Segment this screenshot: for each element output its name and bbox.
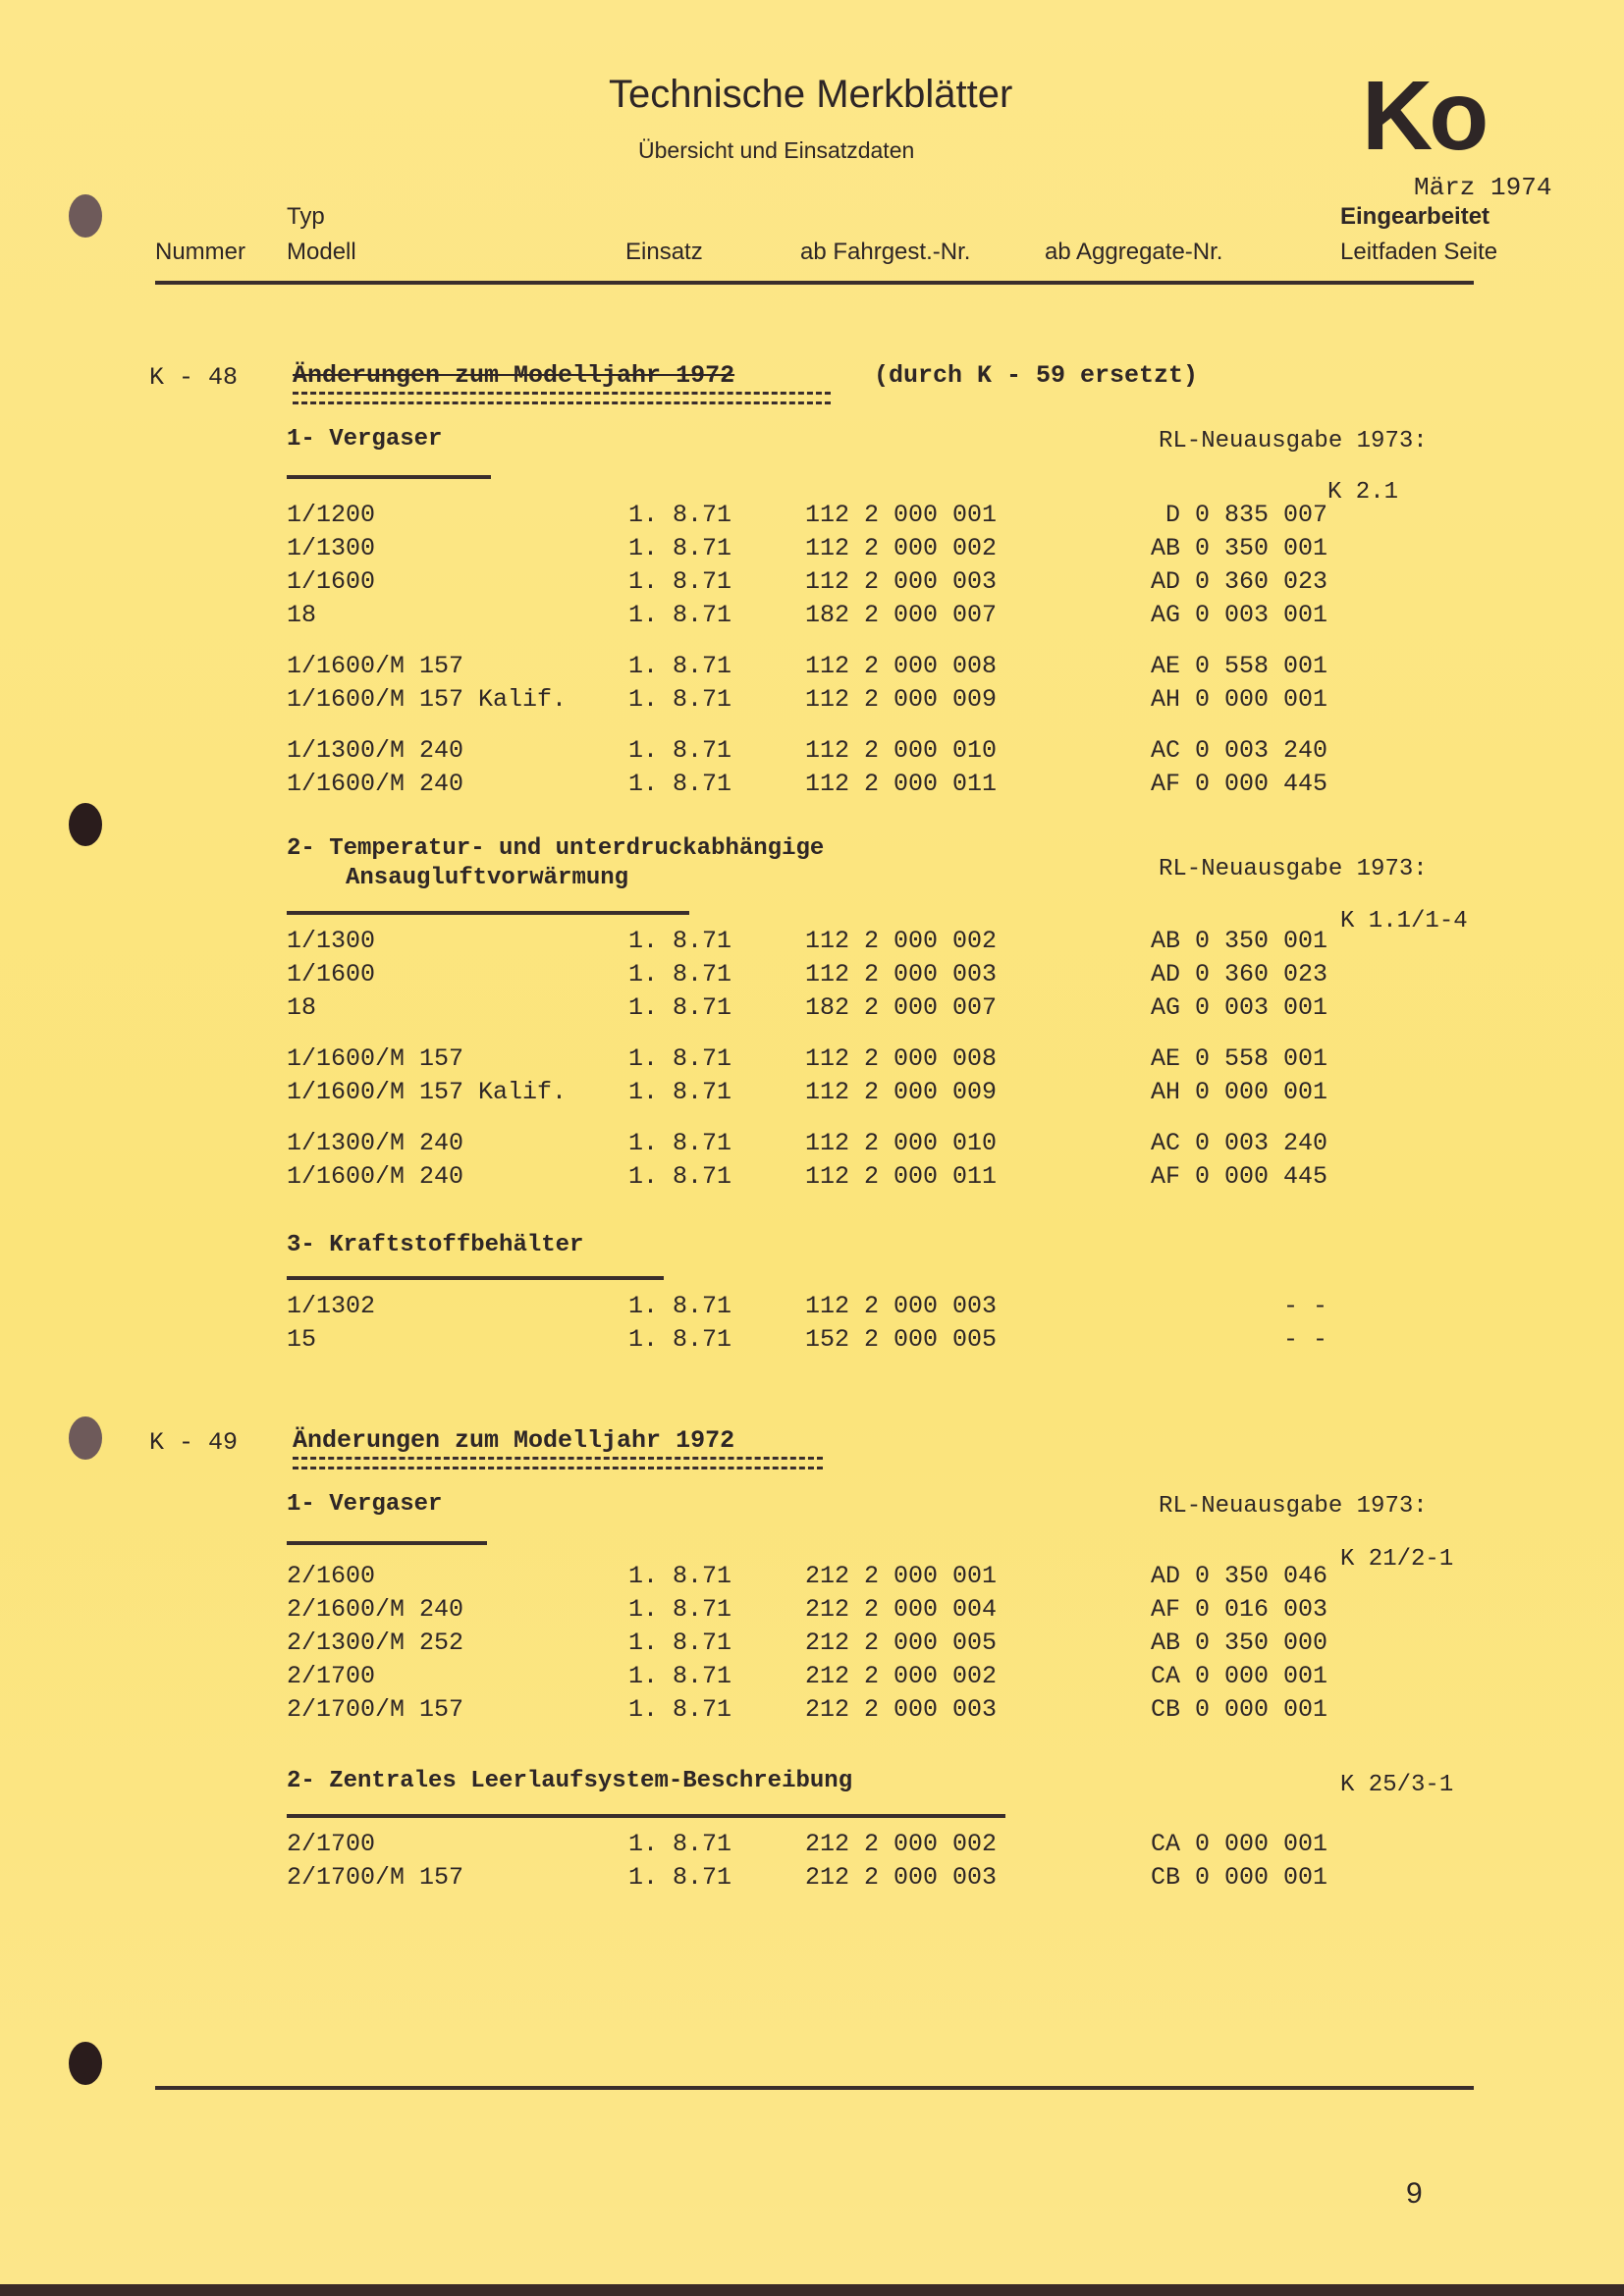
entry-title: Änderungen zum Modelljahr 1972 bbox=[293, 1426, 735, 1455]
footer-rule bbox=[155, 2086, 1474, 2090]
binder-hole bbox=[69, 2042, 102, 2085]
column-header-typ: Typ bbox=[287, 203, 325, 230]
einsatz-cell: 1. 8.71 bbox=[628, 567, 732, 596]
model-cell: 1/1600/M 157 bbox=[287, 1044, 464, 1073]
model-cell: 2/1700/M 157 bbox=[287, 1695, 464, 1724]
fahrgest-cell: 112 2 000 009 bbox=[805, 685, 998, 714]
einsatz-cell: 1. 8.71 bbox=[628, 1595, 732, 1624]
double-underline bbox=[293, 1457, 823, 1469]
aggregate-cell: AG 0 003 001 bbox=[1150, 601, 1327, 629]
aggregate-cell: CB 0 000 001 bbox=[1150, 1863, 1327, 1892]
aggregate-cell: AF 0 000 445 bbox=[1150, 1162, 1327, 1191]
model-cell: 2/1700/M 157 bbox=[287, 1863, 464, 1892]
binder-hole bbox=[69, 803, 102, 846]
einsatz-cell: 1. 8.71 bbox=[628, 652, 732, 680]
column-header-eingearbeitet: Eingearbeitet bbox=[1340, 203, 1490, 230]
aggregate-cell: AE 0 558 001 bbox=[1150, 652, 1327, 680]
einsatz-cell: 1. 8.71 bbox=[628, 960, 732, 988]
fahrgest-cell: 112 2 000 011 bbox=[805, 1162, 998, 1191]
aggregate-cell: AH 0 000 001 bbox=[1150, 1078, 1327, 1106]
fahrgest-cell: 112 2 000 008 bbox=[805, 1044, 998, 1073]
model-cell: 18 bbox=[287, 601, 317, 629]
date-stamp: März 1974 bbox=[1414, 173, 1552, 202]
aggregate-cell: - - bbox=[1282, 1292, 1327, 1320]
aggregate-cell: CA 0 000 001 bbox=[1150, 1662, 1327, 1690]
section-heading: 1- Vergaser bbox=[287, 426, 443, 453]
fahrgest-cell: 152 2 000 005 bbox=[805, 1325, 998, 1354]
fahrgest-cell: 112 2 000 011 bbox=[805, 770, 998, 798]
entry-number: K - 49 bbox=[149, 1428, 239, 1457]
aggregate-cell: AF 0 016 003 bbox=[1150, 1595, 1327, 1624]
model-cell: 1/1600/M 240 bbox=[287, 770, 464, 798]
double-underline bbox=[293, 392, 831, 404]
model-cell: 1/1302 bbox=[287, 1292, 376, 1320]
aggregate-cell: AC 0 003 240 bbox=[1150, 1129, 1327, 1157]
model-cell: 1/1300/M 240 bbox=[287, 736, 464, 765]
model-cell: 1/1200 bbox=[287, 501, 376, 529]
einsatz-cell: 1. 8.71 bbox=[628, 1662, 732, 1690]
fahrgest-cell: 182 2 000 007 bbox=[805, 601, 998, 629]
einsatz-cell: 1. 8.71 bbox=[628, 1863, 732, 1892]
aggregate-cell: AB 0 350 001 bbox=[1150, 534, 1327, 562]
aggregate-cell: AB 0 350 001 bbox=[1150, 927, 1327, 955]
fahrgest-cell: 212 2 000 003 bbox=[805, 1863, 998, 1892]
aggregate-cell: AC 0 003 240 bbox=[1150, 736, 1327, 765]
column-header-leitfaden: Leitfaden Seite bbox=[1340, 239, 1498, 265]
fahrgest-cell: 112 2 000 009 bbox=[805, 1078, 998, 1106]
fahrgest-cell: 112 2 000 003 bbox=[805, 1292, 998, 1320]
einsatz-cell: 1. 8.71 bbox=[628, 1562, 732, 1590]
section-heading: 2- Zentrales Leerlaufsystem-Beschreibung bbox=[287, 1768, 853, 1794]
section-rule bbox=[287, 475, 491, 479]
section-heading: 3- Kraftstoffbehälter bbox=[287, 1232, 584, 1258]
aggregate-cell: AB 0 350 000 bbox=[1150, 1629, 1327, 1657]
column-header-fahrgest: ab Fahrgest.-Nr. bbox=[800, 239, 971, 265]
binder-hole bbox=[69, 1416, 102, 1460]
section-rule bbox=[287, 1814, 1005, 1818]
aggregate-cell: AF 0 000 445 bbox=[1150, 770, 1327, 798]
model-cell: 2/1700 bbox=[287, 1662, 376, 1690]
model-cell: 1/1600/M 157 Kalif. bbox=[287, 685, 568, 714]
reference-page: K 2.1 bbox=[1327, 479, 1399, 506]
einsatz-cell: 1. 8.71 bbox=[628, 534, 732, 562]
section-logo: Ko bbox=[1362, 61, 1486, 171]
fahrgest-cell: 212 2 000 001 bbox=[805, 1562, 998, 1590]
section-rule bbox=[287, 911, 689, 915]
reference-page: K 21/2-1 bbox=[1340, 1546, 1454, 1573]
einsatz-cell: 1. 8.71 bbox=[628, 1325, 732, 1354]
fahrgest-cell: 212 2 000 003 bbox=[805, 1695, 998, 1724]
einsatz-cell: 1. 8.71 bbox=[628, 1044, 732, 1073]
fahrgest-cell: 112 2 000 001 bbox=[805, 501, 998, 529]
aggregate-cell: AG 0 003 001 bbox=[1150, 993, 1327, 1022]
section-heading: 1- Vergaser bbox=[287, 1491, 443, 1518]
model-cell: 2/1700 bbox=[287, 1830, 376, 1858]
einsatz-cell: 1. 8.71 bbox=[628, 1129, 732, 1157]
fahrgest-cell: 112 2 000 003 bbox=[805, 567, 998, 596]
model-cell: 1/1600 bbox=[287, 960, 376, 988]
model-cell: 1/1300 bbox=[287, 534, 376, 562]
model-cell: 1/1600/M 157 bbox=[287, 652, 464, 680]
section-rule bbox=[287, 1541, 487, 1545]
model-cell: 1/1600/M 240 bbox=[287, 1162, 464, 1191]
aggregate-cell: AD 0 350 046 bbox=[1150, 1562, 1327, 1590]
model-cell: 1/1300/M 240 bbox=[287, 1129, 464, 1157]
model-cell: 15 bbox=[287, 1325, 317, 1354]
einsatz-cell: 1. 8.71 bbox=[628, 601, 732, 629]
aggregate-cell: AD 0 360 023 bbox=[1150, 960, 1327, 988]
page-bottom-edge bbox=[0, 2284, 1624, 2296]
aggregate-cell: - - bbox=[1282, 1325, 1327, 1354]
section-heading-cont: Ansaugluftvorwärmung bbox=[346, 865, 629, 891]
model-cell: 1/1600/M 157 Kalif. bbox=[287, 1078, 568, 1106]
reference-page: K 25/3-1 bbox=[1340, 1772, 1454, 1798]
column-header-einsatz: Einsatz bbox=[625, 239, 703, 265]
einsatz-cell: 1. 8.71 bbox=[628, 1629, 732, 1657]
model-cell: 2/1300/M 252 bbox=[287, 1629, 464, 1657]
einsatz-cell: 1. 8.71 bbox=[628, 736, 732, 765]
fahrgest-cell: 112 2 000 002 bbox=[805, 927, 998, 955]
model-cell: 1/1600 bbox=[287, 567, 376, 596]
section-rule bbox=[287, 1276, 664, 1280]
aggregate-cell: CA 0 000 001 bbox=[1150, 1830, 1327, 1858]
page-subtitle: Übersicht und Einsatzdaten bbox=[638, 137, 915, 163]
column-header-nummer: Nummer bbox=[155, 239, 246, 265]
reference-edition: RL-Neuausgabe 1973: bbox=[1159, 1493, 1428, 1520]
fahrgest-cell: 212 2 000 005 bbox=[805, 1629, 998, 1657]
entry-title: Änderungen zum Modelljahr 1972 bbox=[293, 361, 735, 390]
section-heading: 2- Temperatur- und unterdruckabhängige bbox=[287, 835, 825, 862]
reference-edition: RL-Neuausgabe 1973: bbox=[1159, 428, 1428, 454]
einsatz-cell: 1. 8.71 bbox=[628, 685, 732, 714]
fahrgest-cell: 112 2 000 003 bbox=[805, 960, 998, 988]
einsatz-cell: 1. 8.71 bbox=[628, 1695, 732, 1724]
einsatz-cell: 1. 8.71 bbox=[628, 1078, 732, 1106]
fahrgest-cell: 212 2 000 002 bbox=[805, 1662, 998, 1690]
aggregate-cell: AE 0 558 001 bbox=[1150, 1044, 1327, 1073]
fahrgest-cell: 112 2 000 010 bbox=[805, 736, 998, 765]
binder-hole bbox=[69, 194, 102, 238]
aggregate-cell: CB 0 000 001 bbox=[1150, 1695, 1327, 1724]
model-cell: 2/1600 bbox=[287, 1562, 376, 1590]
aggregate-cell: AD 0 360 023 bbox=[1150, 567, 1327, 596]
fahrgest-cell: 212 2 000 002 bbox=[805, 1830, 998, 1858]
entry-note: (durch K - 59 ersetzt) bbox=[874, 361, 1199, 390]
reference-edition: RL-Neuausgabe 1973: bbox=[1159, 856, 1428, 882]
model-cell: 2/1600/M 240 bbox=[287, 1595, 464, 1624]
aggregate-cell: D 0 835 007 bbox=[1164, 501, 1327, 529]
model-cell: 1/1300 bbox=[287, 927, 376, 955]
fahrgest-cell: 112 2 000 002 bbox=[805, 534, 998, 562]
page-title: Technische Merkblätter bbox=[609, 73, 1013, 116]
model-cell: 18 bbox=[287, 993, 317, 1022]
entry-number: K - 48 bbox=[149, 363, 239, 392]
einsatz-cell: 1. 8.71 bbox=[628, 501, 732, 529]
fahrgest-cell: 112 2 000 010 bbox=[805, 1129, 998, 1157]
einsatz-cell: 1. 8.71 bbox=[628, 927, 732, 955]
fahrgest-cell: 112 2 000 008 bbox=[805, 652, 998, 680]
header-rule bbox=[155, 281, 1474, 285]
fahrgest-cell: 182 2 000 007 bbox=[805, 993, 998, 1022]
einsatz-cell: 1. 8.71 bbox=[628, 1162, 732, 1191]
column-header-aggregate: ab Aggregate-Nr. bbox=[1045, 239, 1223, 265]
page-number: 9 bbox=[1406, 2177, 1423, 2210]
einsatz-cell: 1. 8.71 bbox=[628, 1830, 732, 1858]
fahrgest-cell: 212 2 000 004 bbox=[805, 1595, 998, 1624]
einsatz-cell: 1. 8.71 bbox=[628, 993, 732, 1022]
column-header-modell: Modell bbox=[287, 239, 356, 265]
einsatz-cell: 1. 8.71 bbox=[628, 770, 732, 798]
reference-page: K 1.1/1-4 bbox=[1340, 908, 1468, 934]
aggregate-cell: AH 0 000 001 bbox=[1150, 685, 1327, 714]
einsatz-cell: 1. 8.71 bbox=[628, 1292, 732, 1320]
